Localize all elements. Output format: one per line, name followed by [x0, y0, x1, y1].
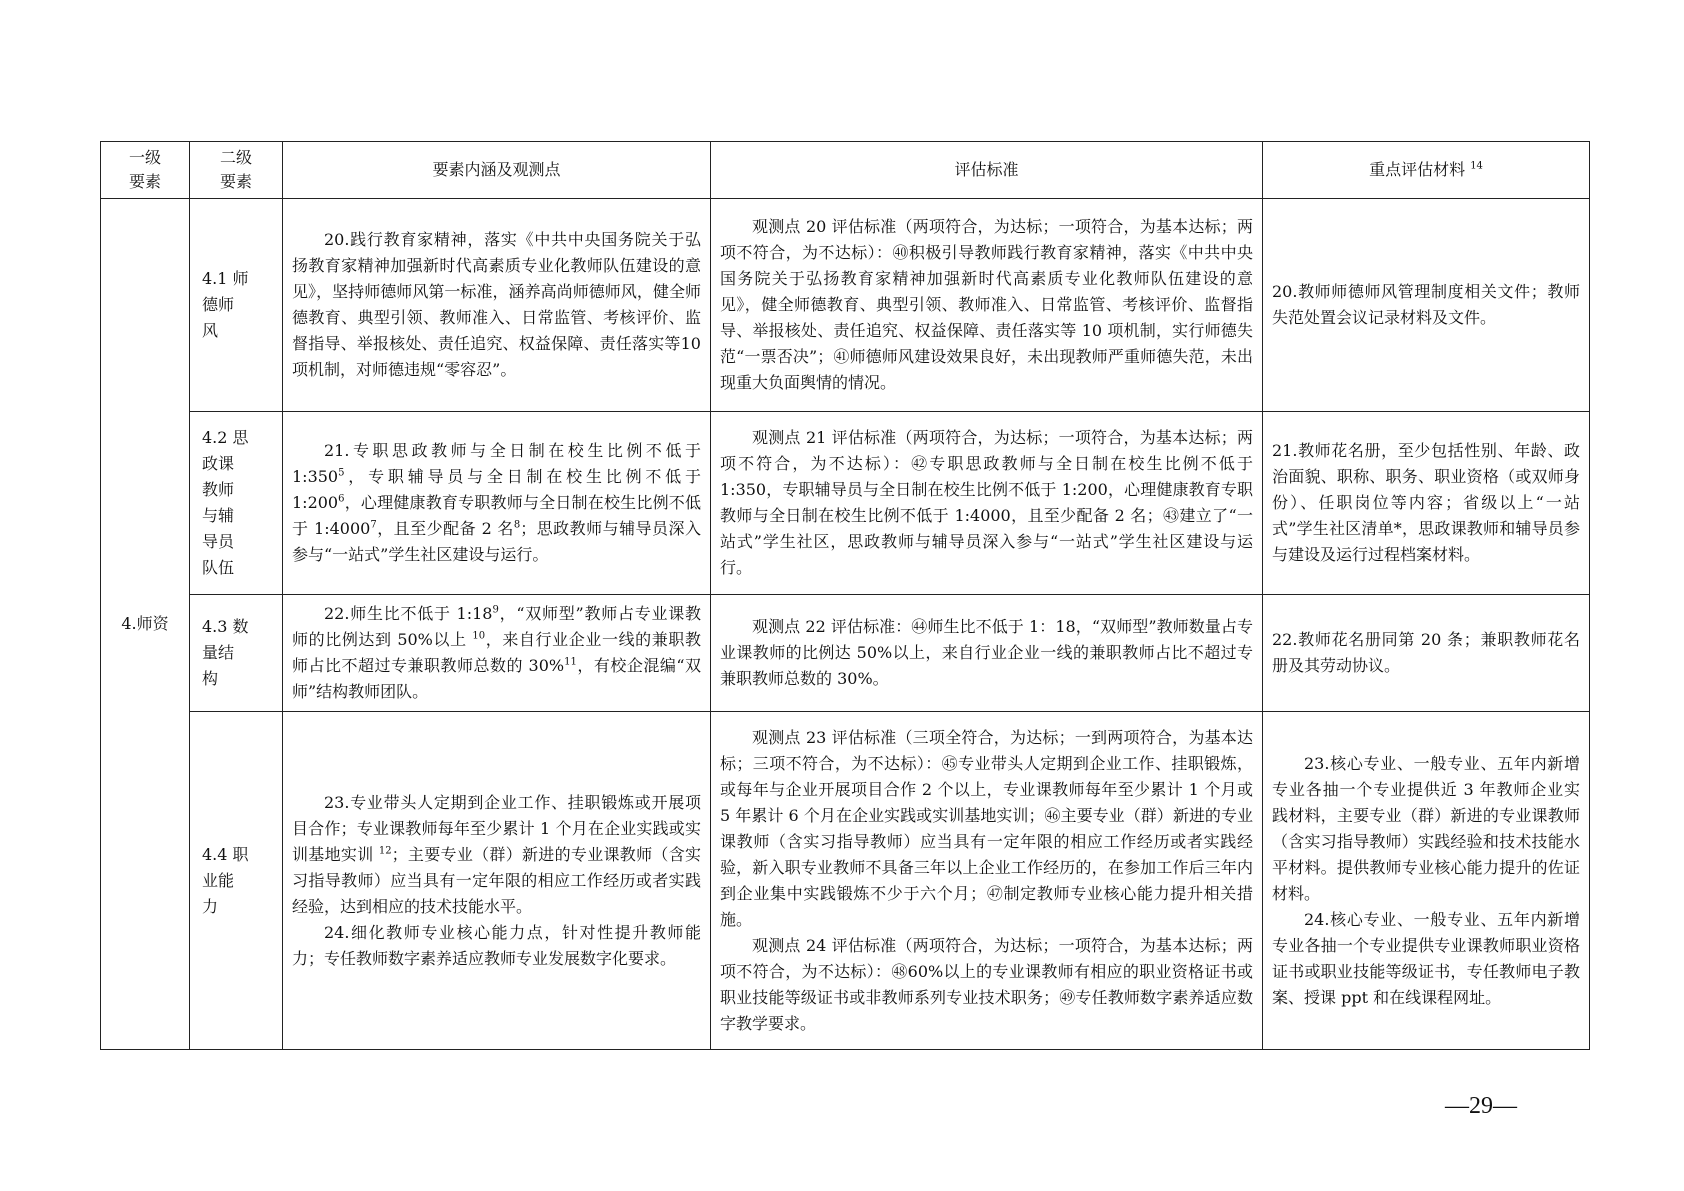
content-cell: [283, 712, 711, 1050]
header-standard: 评估标准: [711, 142, 1263, 199]
level2-cell: 4.1 师 德师 风: [190, 199, 283, 412]
header-materials-label: 重点评估材料: [1369, 160, 1466, 179]
header-row: [101, 142, 1590, 199]
content-paragraph: 23.专业带头人定期到企业工作、挂职锻炼或开展项目合作；专业课教师每年至少累计 1 个月在企业实践或实训基地实训 $^{12}$；主要专业（群）新进的专业课教师（含实习指导教师）应当具有一定年限的相应工作经历或者实践经验，达到相应的技术技能水平。: [292, 792, 701, 916]
table-row: [101, 712, 1590, 1050]
content-paragraph: 21.专职思政教师与全日制在校生比例不低于 $1:350^5$，专职辅导员与全日制在校生比例不低于 $1:200^6$，心理健康教育专职教师与全日制在校生比例不低于 1:4000$^7$，且至少配备 2 名$^8$；思政教师与辅导员深入参与“一站式”学生社区建设与运行。: [292, 441, 701, 564]
page-number: —29—: [1445, 1093, 1517, 1119]
materials-paragraph: 23.核心专业、一般专业、五年内新增专业各抽一个专业提供近 3 年教师企业实践材料，主要专业（群）新进的专业课教师（含实习指导教师）实践经验和技术技能水平材料。提供教师专业核心能力提升的佐证材料。: [1272, 753, 1580, 903]
materials-cell: [1263, 412, 1590, 595]
header-level1: 一级 要素: [101, 142, 190, 199]
standard-paragraph: 观测点 21 评估标准（两项符合，为达标；一项符合，为基本达标；两项不符合，为不达标）：㊷专职思政教师与全日制在校生比例不低于 1:350，专职辅导员与全日制在校生比例不低于 1:200，心理健康教育专职教师与全日制在校生比例不低于 1:4000，且至少配备 2 名；㊸建立了“一站式”学生社区，思政教师与辅导员深入参与“一站式”学生社区建设与运行。: [720, 428, 1253, 577]
standard-cell: [711, 712, 1263, 1050]
materials-cell: [1263, 199, 1590, 412]
materials-paragraph: 22.教师花名册同第 20 条；兼职教师花名册及其劳动协议。: [1272, 630, 1580, 675]
standard-cell: [711, 412, 1263, 595]
content-cell: [283, 595, 711, 712]
level2-cell: 4.2 思 政课 教师 与辅 导员 队伍: [190, 412, 283, 595]
header-level2: 二级 要素: [190, 142, 283, 199]
standard-paragraph: 观测点 23 评估标准（三项全符合，为达标；一到两项符合，为基本达标；三项不符合，为不达标）：㊺专业带头人定期到企业工作、挂职锻炼，或每年与企业开展项目合作 2 个以上，专业课教师每年至少累计 1 个月或 5 年累计 6 个月在企业实践或实训基地实训；㊻主要专业（群）新进的专业课教师（含实习指导教师）应当具有一定年限的相应工作经历或者实践经验，新入职专业教师不具备三年以上企业工作经历的，在参加工作后三年内到企业集中实践锻炼不少于六个月；㊼制定教师专业核心能力提升相关措施。: [720, 727, 1253, 929]
materials-paragraph: 20.教师师德师风管理制度相关文件；教师失范处置会议记录材料及文件。: [1272, 282, 1580, 327]
content-cell: [283, 199, 711, 412]
content-paragraph: 24.细化教师专业核心能力点，针对性提升教师能力；专任教师数字素养适应教师专业发展数字化要求。: [292, 922, 701, 968]
table-row: [101, 595, 1590, 712]
level1-cell: 4.师资: [101, 199, 190, 1050]
content-paragraph: 20.践行教育家精神，落实《中共中央国务院关于弘扬教育家精神加强新时代高素质专业化教师队伍建设的意见》，坚持师德师风第一标准，涵养高尚师德师风，健全师德教育、典型引领、教师准入、日常监管、考核评价、监督指导、举报核处、责任追究、权益保障、责任落实等10项机制，对师德违规“零容忍”。: [292, 230, 701, 379]
materials-paragraph: 24.核心专业、一般专业、五年内新增专业各抽一个专业提供专业课教师职业资格证书或职业技能等级证书，专任教师电子教案、授课 ppt 和在线课程网址。: [1272, 909, 1580, 1007]
materials-cell: [1263, 595, 1590, 712]
header-content: 要素内涵及观测点: [283, 142, 711, 199]
standard-cell: [711, 199, 1263, 412]
standard-paragraph: 观测点 20 评估标准（两项符合，为达标；一项符合，为基本达标；两项不符合，为不达标）：㊵积极引导教师践行教育家精神，落实《中共中央国务院关于弘扬教育家精神加强新时代高素质专业化教师队伍建设的意见》，健全师德教育、典型引领、教师准入、日常监管、考核评价、监督指导、举报核处、责任追究、权益保障、责任落实等 10 项机制，实行师德失范“一票否决”；㊶师德师风建设效果良好，未出现教师严重师德失范，未出现重大负面舆情的情况。: [720, 217, 1253, 392]
level2-cell: 4.3 数 量结 构: [190, 595, 283, 712]
header-materials: [1263, 142, 1590, 199]
standard-paragraph: 观测点 22 评估标准：㊹师生比不低于 1：18，“双师型”教师数量占专业课教师的比例达 50%以上，来自行业企业一线的兼职教师占比不超过专兼职教师总数的 30%。: [720, 617, 1253, 688]
table-row: [101, 199, 1590, 412]
evaluation-table: [100, 141, 1590, 1050]
standard-cell: [711, 595, 1263, 712]
level2-cell: 4.4 职 业能 力: [190, 712, 283, 1050]
table-row: [101, 412, 1590, 595]
materials-cell: [1263, 712, 1590, 1050]
standard-paragraph: 观测点 24 评估标准（两项符合，为达标；一项符合，为基本达标；两项不符合，为不达标）：㊽60%以上的专业课教师有相应的职业资格证书或职业技能等级证书或非教师系列专业技术职务；㊾专任教师数字素养适应数字教学要求。: [720, 935, 1253, 1033]
content-cell: [283, 412, 711, 595]
content-paragraph: 22.师生比不低于 $1:18^9$，“双师型”教师占专业课教师的比例达到 50%以上 $^{10}$，来自行业企业一线的兼职教师占比不超过专兼职教师总数的 30%$^{11}$，有校企混编“双师”结构教师团队。: [292, 604, 701, 701]
header-materials-note: 14: [1470, 160, 1483, 172]
materials-paragraph: 21.教师花名册，至少包括性别、年龄、政治面貌、职称、职务、职业资格（或双师身份）、任职岗位等内容；省级以上“一站式”学生社区清单*，思政课教师和辅导员参与建设及运行过程档案材料。: [1272, 441, 1580, 564]
